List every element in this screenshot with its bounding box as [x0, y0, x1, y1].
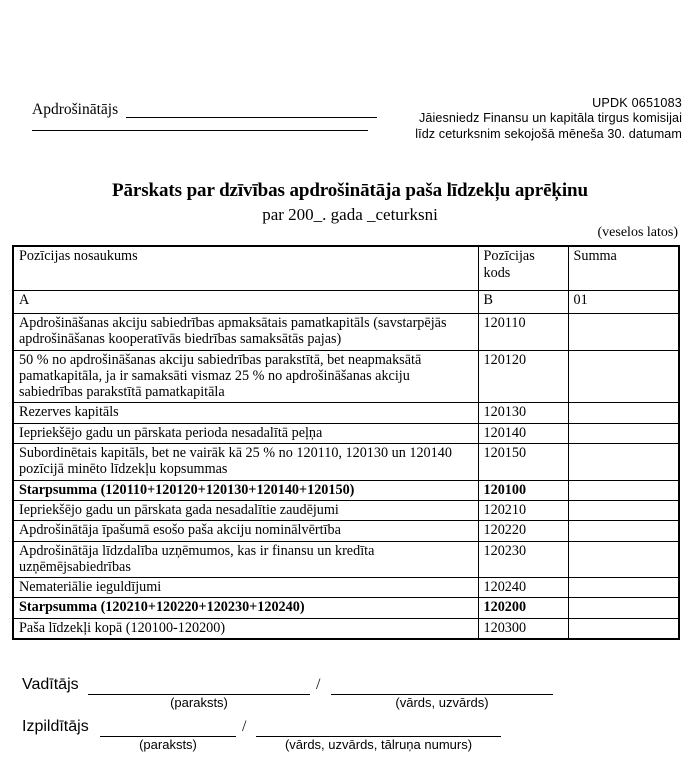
- position-code-cell: 120240: [478, 578, 568, 598]
- page-title: Pārskats par dzīvības apdrošinātāja paša līdzekļu aprēķinu: [112, 180, 588, 201]
- sum-input-cell[interactable]: [568, 444, 679, 481]
- insurer-field-group: [32, 96, 377, 131]
- sum-input-cell[interactable]: [568, 541, 679, 578]
- position-code-cell: 120200: [478, 598, 568, 618]
- position-name-cell: Nemateriālie ieguldījumi: [13, 578, 478, 598]
- sum-input-cell[interactable]: [568, 618, 679, 639]
- column-header-name: Pozīcijas nosaukums: [13, 246, 478, 291]
- table-row: [13, 578, 679, 598]
- sum-input-cell[interactable]: [568, 350, 679, 403]
- position-name-cell: Iepriekšējo gadu un pārskata perioda nesadalītā peļņa: [13, 423, 478, 443]
- position-name-cell: Paša līdzekļi kopā (120100-120200): [13, 618, 478, 639]
- director-name-caption: (vārds, uzvārds): [395, 695, 489, 710]
- position-code-cell: 120300: [478, 618, 568, 639]
- director-signature-row: [0, 672, 700, 714]
- sum-input-cell[interactable]: [568, 578, 679, 598]
- position-code-cell: 120130: [478, 403, 568, 423]
- table-row: [13, 598, 679, 618]
- column-letter-code: B: [478, 291, 568, 314]
- position-code-cell: 120110: [478, 314, 568, 351]
- position-code-cell: 120230: [478, 541, 568, 578]
- table-row: [13, 444, 679, 481]
- updk-info-block: [415, 96, 682, 142]
- position-name-cell: Apdrošinātāja līdzdalība uzņēmumos, kas ir finansu un kredīta uzņēmējsabiedrības: [13, 541, 478, 578]
- column-header-code-line1: Pozīcijas: [483, 248, 535, 264]
- position-name-cell: Apdrošināšanas akciju sabiedrības apmaksātais pamatkapitāls (savstarpējās apdrošināšanas kooperatīvās biedrības samaksātās pajas): [13, 314, 478, 351]
- column-header-code-line2: kods: [483, 264, 511, 281]
- position-name-cell: Rezerves kapitāls: [13, 403, 478, 423]
- table-row: [13, 350, 679, 403]
- updk-code: UPDK 0651083: [592, 96, 682, 110]
- position-code-cell: 120220: [478, 521, 568, 541]
- position-code-cell: 120120: [478, 350, 568, 403]
- column-header-sum: Summa: [568, 246, 679, 291]
- sum-input-cell[interactable]: [568, 500, 679, 520]
- table-body: [13, 314, 679, 640]
- table-row: [13, 521, 679, 541]
- position-name-cell: Iepriekšējo gadu un pārskata gada nesadalītie zaudējumi: [13, 500, 478, 520]
- sum-input-cell[interactable]: [568, 403, 679, 423]
- director-signature-caption: (paraksts): [170, 695, 228, 710]
- page-subtitle: par 200_. gada _ceturksni: [262, 205, 438, 224]
- table-row: [13, 403, 679, 423]
- sum-input-cell[interactable]: [568, 423, 679, 443]
- sum-input-cell[interactable]: [568, 521, 679, 541]
- position-name-cell: Subordinētais kapitāls, bet ne vairāk kā 25 % no 120110, 120130 un 120140 pozīcijā minēto līdzekļu kopsummas: [13, 444, 478, 481]
- table-row: [13, 480, 679, 500]
- position-name-cell: Apdrošinātāja īpašumā esošo paša akciju nominālvērtība: [13, 521, 478, 541]
- position-code-cell: 120210: [478, 500, 568, 520]
- table-row: [13, 423, 679, 443]
- table-letter-row: [13, 291, 679, 314]
- report-table-wrapper: [12, 245, 678, 640]
- title-block: [0, 180, 700, 225]
- units-note: (veselos latos): [597, 225, 678, 240]
- signature-block: [0, 672, 700, 756]
- table-header-row: [13, 246, 679, 291]
- insurer-label: Apdrošinātājs: [32, 101, 119, 118]
- column-letter-sum: 01: [568, 291, 679, 314]
- document-header: [0, 96, 700, 166]
- executor-signature-row: [0, 714, 700, 756]
- executor-name-phone-caption: (vārds, uzvārds, tālruņa numurs): [284, 737, 473, 752]
- sum-input-cell[interactable]: [568, 480, 679, 500]
- column-letter-name: A: [13, 291, 478, 314]
- sum-input-cell[interactable]: [568, 598, 679, 618]
- report-table: [12, 245, 680, 640]
- director-label: Vadītājs: [22, 676, 79, 693]
- position-code-cell: 120100: [478, 480, 568, 500]
- sum-input-cell[interactable]: [568, 314, 679, 351]
- insurer-name-line[interactable]: [126, 102, 377, 118]
- position-name-cell: 50 % no apdrošināšanas akciju sabiedrības parakstītā, bet neapmaksātā pamatkapitāla, ja ir samaksāti vismaz 25 % no apdrošināšanas akciju sabiedrības parakstītā pamatkapitāla: [13, 350, 478, 403]
- table-row: [13, 618, 679, 639]
- submission-line-1: Jāiesniedz Finansu un kapitāla tirgus komisijai: [418, 111, 682, 125]
- table-row: [13, 500, 679, 520]
- position-code-cell: 120150: [478, 444, 568, 481]
- insurer-address-line[interactable]: [32, 130, 368, 131]
- position-code-cell: 120140: [478, 423, 568, 443]
- executor-slash: /: [242, 718, 247, 735]
- executor-label: Izpildītājs: [22, 718, 89, 735]
- position-name-cell: Starpsumma (120110+120120+120130+120140+120150): [13, 480, 478, 500]
- column-header-code: [478, 246, 568, 291]
- submission-line-2: līdz ceturksnim sekojošā mēneša 30. datumam: [415, 126, 682, 141]
- executor-signature-caption: (paraksts): [139, 737, 197, 752]
- table-row: [13, 541, 679, 578]
- table-row: [13, 314, 679, 351]
- director-slash: /: [316, 676, 321, 693]
- position-name-cell: Starpsumma (120210+120220+120230+120240): [13, 598, 478, 618]
- insurer-row: [32, 96, 377, 118]
- table-head: [13, 246, 679, 314]
